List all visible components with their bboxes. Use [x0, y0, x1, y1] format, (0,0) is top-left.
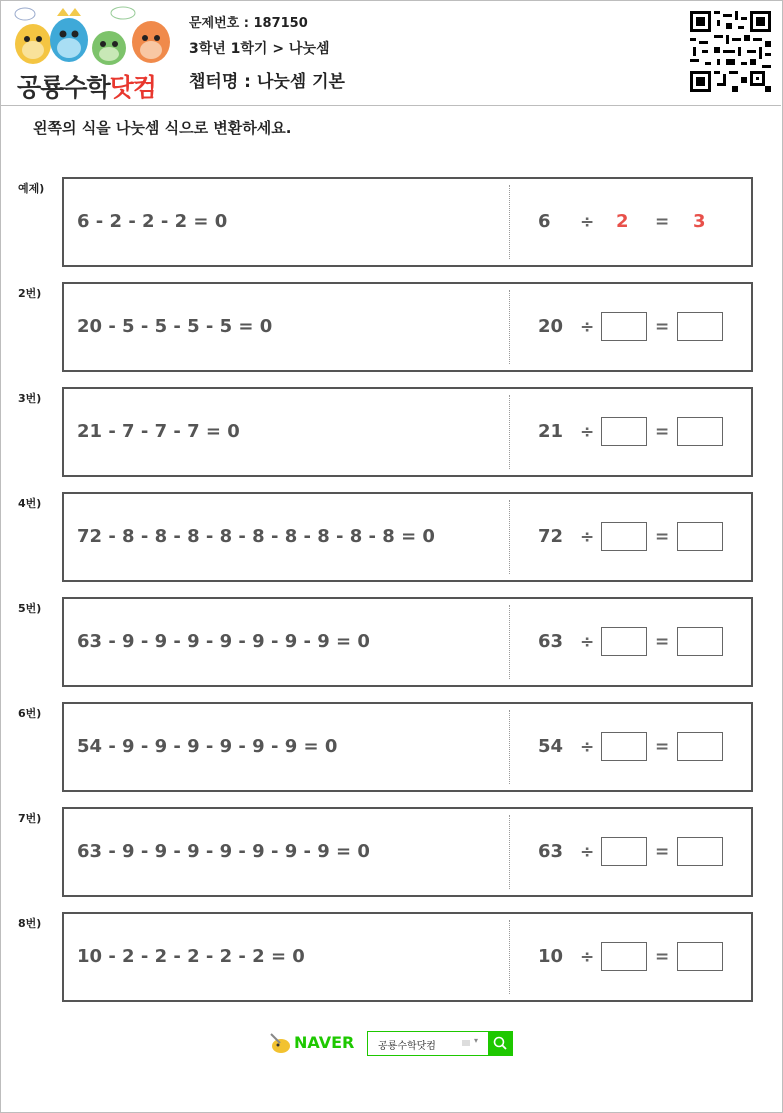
dotted-divider	[509, 815, 510, 889]
divide-sign: ÷	[580, 317, 595, 337]
quotient-answer-box[interactable]	[677, 942, 723, 971]
divide-sign: ÷	[580, 422, 595, 442]
dividend: 6	[538, 211, 551, 232]
search-button[interactable]	[488, 1031, 513, 1056]
equals-sign: =	[655, 527, 670, 547]
chevron-down-icon[interactable]: ▾	[474, 1036, 479, 1045]
quotient-answer-box[interactable]	[677, 627, 723, 656]
quotient-answer-box[interactable]	[677, 837, 723, 866]
quotient-answer: 3	[693, 211, 706, 232]
subtraction-expression: 21 - 7 - 7 - 7 = 0	[77, 421, 240, 442]
problem-label: 3번)	[18, 392, 42, 405]
problem-label: 2번)	[18, 287, 42, 300]
dinosaur-logo	[11, 6, 175, 102]
problem-label: 4번)	[18, 497, 42, 510]
problem-card-6	[62, 702, 753, 792]
dividend: 63	[538, 631, 564, 652]
divisor-answer-box[interactable]	[601, 837, 647, 866]
divide-sign: ÷	[580, 212, 595, 232]
naver-mascot-icon	[268, 1031, 292, 1055]
dividend: 72	[538, 526, 564, 547]
divide-sign: ÷	[580, 737, 595, 757]
dotted-divider	[509, 290, 510, 364]
naver-logo	[268, 1030, 363, 1056]
quotient-answer-box[interactable]	[677, 417, 723, 446]
logo-text-accent: 닷컴	[109, 73, 156, 102]
dotted-divider	[509, 500, 510, 574]
instruction-text: 왼쪽의 식을 나눗셈 식으로 변환하세요.	[33, 119, 292, 137]
dotted-divider	[509, 395, 510, 469]
problem-label: 예제)	[18, 182, 45, 195]
problem-card-7	[62, 807, 753, 897]
equals-sign: =	[655, 212, 670, 232]
divisor-answer: 2	[616, 211, 629, 232]
divisor-answer-box[interactable]	[601, 522, 647, 551]
equals-sign: =	[655, 737, 670, 757]
dividend: 63	[538, 841, 564, 862]
problem-label: 7번)	[18, 812, 42, 825]
divisor-answer-box[interactable]	[601, 942, 647, 971]
problem-card-3	[62, 387, 753, 477]
search-query: 공룡수학닷컴	[378, 1041, 436, 1052]
dividend: 54	[538, 736, 564, 757]
divisor-answer-box[interactable]	[601, 312, 647, 341]
divisor-answer-box[interactable]	[601, 417, 647, 446]
quotient-answer-box[interactable]	[677, 312, 723, 341]
divisor-answer-box[interactable]	[601, 627, 647, 656]
subtraction-expression: 72 - 8 - 8 - 8 - 8 - 8 - 8 - 8 - 8 - 8 = 0	[77, 526, 435, 547]
problem-card-5	[62, 597, 753, 687]
search-icon	[488, 1031, 513, 1056]
equals-sign: =	[655, 422, 670, 442]
problem-card-2	[62, 282, 753, 372]
problem-card-8	[62, 912, 753, 1002]
dotted-divider	[509, 710, 510, 784]
problem-card-example	[62, 177, 753, 267]
problem-card-4	[62, 492, 753, 582]
divide-sign: ÷	[580, 842, 595, 862]
dotted-divider	[509, 185, 510, 259]
dividend: 20	[538, 316, 564, 337]
problem-label: 8번)	[18, 917, 42, 930]
problem-label: 6번)	[18, 707, 42, 720]
dotted-divider	[509, 605, 510, 679]
logo-text-main: 공룡수학	[17, 73, 110, 102]
dotted-divider	[509, 920, 510, 994]
qr-code-icon[interactable]	[690, 11, 771, 92]
equals-sign: =	[655, 632, 670, 652]
divide-sign: ÷	[580, 527, 595, 547]
dividend: 10	[538, 946, 564, 967]
keyboard-icon[interactable]	[462, 1040, 470, 1046]
divisor-answer-box[interactable]	[601, 732, 647, 761]
header	[0, 0, 781, 106]
subtraction-expression: 20 - 5 - 5 - 5 - 5 = 0	[77, 316, 273, 337]
subtraction-expression: 54 - 9 - 9 - 9 - 9 - 9 - 9 = 0	[77, 736, 338, 757]
grade-path: 3학년 1학기 > 나눗셈	[189, 41, 330, 57]
dividend: 21	[538, 421, 564, 442]
quotient-answer-box[interactable]	[677, 732, 723, 761]
divide-sign: ÷	[580, 632, 595, 652]
problem-number: 문제번호 : 187150	[189, 16, 308, 31]
logo-wordmark	[17, 68, 156, 104]
problem-label: 5번)	[18, 602, 42, 615]
quotient-answer-box[interactable]	[677, 522, 723, 551]
subtraction-expression: 6 - 2 - 2 - 2 = 0	[77, 211, 228, 232]
qr-code-graphic	[690, 11, 771, 92]
equals-sign: =	[655, 317, 670, 337]
subtraction-expression: 10 - 2 - 2 - 2 - 2 - 2 = 0	[77, 946, 305, 967]
equals-sign: =	[655, 947, 670, 967]
subtraction-expression: 63 - 9 - 9 - 9 - 9 - 9 - 9 - 9 = 0	[77, 631, 370, 652]
naver-search-input[interactable]	[367, 1031, 490, 1056]
chapter-title: 챕터명 : 나눗셈 기본	[189, 72, 345, 92]
divide-sign: ÷	[580, 947, 595, 967]
equals-sign: =	[655, 842, 670, 862]
naver-logo-text: NAVER	[294, 1033, 355, 1052]
subtraction-expression: 63 - 9 - 9 - 9 - 9 - 9 - 9 - 9 = 0	[77, 841, 370, 862]
